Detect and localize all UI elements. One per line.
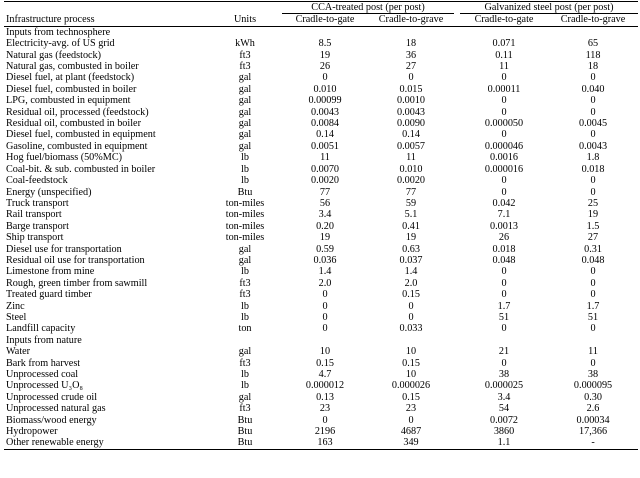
cca-gate-cell: 0.59 [316, 243, 334, 255]
cca-grave-cell: 0.15 [402, 391, 420, 403]
steel-grave-cell: 0 [590, 175, 596, 187]
cca-gate-cell: 4.7 [318, 369, 332, 380]
steel-grave-cell: 0 [590, 72, 596, 84]
cca-gate-cell: 0.036 [313, 254, 337, 266]
steel-gate-cell: 0.018 [492, 243, 516, 255]
cca-grave-cell: 0 [408, 72, 414, 84]
cca-gate-cell [282, 26, 368, 38]
steel-gate-cell: 0 [501, 175, 507, 187]
steel-grave-cell: 38 [587, 369, 599, 380]
unit-cell: ton-miles [225, 209, 265, 221]
table-row [4, 403, 638, 414]
cca-gate-cell: 10 [319, 346, 331, 358]
steel-grave-cell: 1.8 [586, 152, 600, 164]
unit-cell [208, 335, 282, 346]
steel-grave-cell: 19 [587, 209, 599, 221]
steel-grave-cell: 0.040 [581, 83, 605, 95]
cca-gate-cell: 0 [322, 311, 328, 323]
cca-gate-cell [282, 335, 368, 346]
process-cell: Natural gas, combusted in boiler [6, 61, 139, 73]
process-cell: Residual oil use for transportation [6, 254, 145, 266]
steel-gate-cell: 0 [501, 95, 507, 107]
steel-grave-cell: - [548, 437, 638, 449]
table-row [4, 84, 638, 95]
process-cell: Bark from harvest [6, 357, 81, 369]
process-cell: Biomass/wood energy [6, 414, 97, 426]
steel-gate-cell: 0 [501, 289, 507, 301]
cca-grave-cell: 10 [405, 369, 417, 380]
steel-grave-cell: 1.5 [586, 220, 600, 232]
unit-cell: ton [238, 323, 252, 335]
header-spacer [4, 2, 208, 14]
steel-gate-cell: 11 [499, 61, 509, 73]
steel-grave-cell [548, 26, 638, 38]
table-row [4, 426, 638, 437]
table-row [4, 266, 638, 277]
process-cell: Diesel use for transportation [6, 243, 122, 255]
cca-grave-cell: 0.033 [399, 323, 423, 335]
process-cell: Hog fuel/biomass (50%MC) [6, 152, 123, 164]
unit-cell: lb [241, 163, 249, 175]
steel-gate-cell: 26 [498, 232, 510, 244]
unit-cell: gal [238, 72, 252, 84]
steel-grave-cell: 0 [590, 266, 596, 278]
cca-gate-cell: 3.4 [318, 209, 332, 221]
process-cell: Zinc [6, 300, 25, 312]
process-cell: Treated guard timber [6, 289, 92, 301]
table-row [4, 198, 638, 209]
infrastructure-inputs-table [4, 1, 638, 450]
cca-gate-cell: 19 [319, 232, 331, 244]
cca-grave-cell: 0.15 [402, 357, 420, 369]
cca-grave-cell: 0.015 [399, 83, 423, 95]
unit-cell: lb [241, 380, 249, 392]
cca-gate-cell: 2.0 [318, 277, 332, 289]
cca-grave-cell: 19 [405, 232, 417, 244]
steel-gate-cell: 7.1 [497, 209, 511, 221]
cca-grave-cell: 10 [405, 346, 417, 358]
cca-grave-cell: 0.15 [402, 289, 420, 301]
cca-grave-cell: 27 [405, 61, 417, 73]
unit-cell: gal [238, 254, 252, 266]
table-row [4, 380, 638, 391]
cca-gate-cell: 0 [322, 289, 328, 301]
cca-gate-cell: 0.0084 [310, 118, 339, 130]
steel-gate-cell: 0.048 [492, 254, 516, 266]
unit-cell: Btu [208, 437, 282, 449]
unit-cell: gal [238, 106, 252, 118]
cca-grave-cell: 36 [405, 49, 417, 61]
process-cell: Landfill capacity [6, 323, 76, 335]
table-row [4, 221, 638, 232]
process-column-header: Infrastructure process [4, 14, 208, 26]
cca-grave-cell: 18 [405, 38, 417, 50]
process-cell: Water [6, 346, 31, 358]
steel-grave-cell: 0.30 [584, 391, 602, 403]
cca-grave-cell: 0.0020 [397, 175, 426, 187]
steel-gate-cell: 0 [501, 357, 507, 369]
steel-gate-cell: 0.11 [495, 49, 513, 61]
table-row [4, 141, 638, 152]
cca-gate-cell: 26 [319, 61, 331, 73]
cca-grave-cell [368, 335, 454, 346]
steel-grave-cell: 27 [587, 232, 599, 244]
cca-grave-cell: 0.0090 [397, 118, 426, 130]
table-row [4, 95, 638, 106]
steel-gate-cell: 0.0016 [490, 152, 519, 164]
table-row [4, 164, 638, 175]
cca-gate-cell: 0.0070 [310, 163, 339, 175]
cca-gate-cell: 23 [319, 403, 331, 415]
cca-grave-cell: 0.000026 [391, 380, 431, 392]
cca-grave-cell: 0.0010 [397, 95, 426, 107]
unit-cell: ft3 [239, 289, 251, 301]
steel-gate-cell: 21 [498, 346, 510, 358]
process-cell: Diesel fuel, at plant (feedstock) [6, 72, 135, 84]
process-cell: Residual oil, combusted in boiler [6, 118, 141, 130]
unit-cell: gal [238, 129, 252, 141]
cca-gate-cell: 2196 [314, 426, 336, 438]
unit-cell: ft3 [239, 277, 251, 289]
cca-grave-cell: 77 [405, 186, 417, 198]
steel-gate-cell: 0.00011 [487, 83, 521, 95]
cca-grave-cell: 2.0 [404, 277, 418, 289]
unit-cell: ton-miles [225, 232, 265, 244]
steel-gate-cell: 0 [501, 277, 507, 289]
unit-cell: gal [238, 391, 252, 403]
steel-grave-cell: 0 [590, 357, 596, 369]
cca-gate-cell: 11 [320, 152, 330, 164]
unit-cell: ft3 [239, 61, 251, 73]
table-row [4, 346, 638, 357]
unit-cell: ft3 [239, 49, 251, 61]
steel-gate-cell: 0.000046 [484, 140, 524, 152]
table-row [4, 50, 638, 61]
cca-gate-cell: 0 [322, 323, 328, 335]
steel-gate-cell: 3860 [493, 426, 515, 438]
table-row [4, 312, 638, 323]
table-row [4, 358, 638, 369]
cca-grave-cell: 0.14 [402, 129, 420, 141]
table-body [4, 26, 638, 449]
steel-grave-column-header: Cradle-to-grave [548, 14, 638, 26]
units-column-header: Units [208, 14, 282, 26]
unit-cell: ton-miles [225, 197, 265, 209]
steel-grave-cell: 51 [587, 311, 599, 323]
unit-cell: kWh [235, 38, 255, 50]
unit-cell: lb [241, 266, 249, 278]
process-cell: Unprocessed crude oil [6, 391, 98, 403]
unit-cell: gal [238, 83, 252, 95]
process-cell: Gasoline, combusted in equipment [6, 140, 148, 152]
cca-grave-cell: 59 [405, 197, 417, 209]
process-cell: Unprocessed natural gas [6, 403, 106, 415]
steel-gate-cell: 38 [498, 369, 510, 380]
table-row [4, 129, 638, 140]
process-cell: Truck transport [6, 197, 69, 209]
header-spacer [208, 2, 282, 14]
steel-gate-cell: 0 [501, 72, 507, 84]
unit-cell: lb [241, 300, 249, 312]
unit-cell: ton-miles [225, 220, 265, 232]
unit-cell: gal [238, 118, 252, 130]
steel-gate-cell: 0.071 [492, 38, 516, 50]
process-cell: Diesel fuel, combusted in boiler [6, 83, 137, 95]
steel-gate-cell: 54 [498, 403, 510, 415]
cca-gate-cell: 0.20 [316, 220, 334, 232]
table-row [4, 232, 638, 243]
process-cell: Unprocessed U₃O₈ [6, 380, 83, 392]
table-row [4, 335, 638, 346]
process-cell: Unprocessed coal [6, 369, 79, 380]
cca-gate-cell: 1.4 [318, 266, 332, 278]
steel-grave-cell: 0.018 [581, 163, 605, 175]
table-row [4, 61, 638, 72]
unit-cell: ft3 [239, 357, 251, 369]
table-row [4, 72, 638, 83]
process-cell: Natural gas (feedstock) [6, 49, 102, 61]
process-cell: Inputs from nature [6, 334, 82, 346]
steel-grave-cell: 0 [590, 129, 596, 141]
steel-gate-cell: 0.042 [492, 197, 516, 209]
process-cell: Ship transport [6, 232, 64, 244]
steel-gate-cell [460, 26, 548, 38]
steel-gate-cell: 1.1 [460, 437, 548, 449]
steel-gate-cell: 0.000025 [484, 380, 524, 392]
process-cell: Inputs from technosphere [6, 26, 111, 38]
unit-cell: lb [241, 152, 249, 164]
steel-grave-cell: 0.0045 [579, 118, 608, 130]
cca-grave-cell: 349 [368, 437, 454, 449]
cca-gate-cell: 0.00099 [308, 95, 342, 107]
cca-grave-cell: 0.037 [399, 254, 423, 266]
steel-grave-cell: 0 [590, 95, 596, 107]
cca-gate-cell: 0.15 [316, 357, 334, 369]
table-row [4, 107, 638, 118]
steel-gate-cell [460, 335, 548, 346]
unit-cell: gal [238, 140, 252, 152]
cca-gate-column-header: Cradle-to-gate [282, 14, 368, 26]
cca-gate-cell: 0.14 [316, 129, 334, 141]
unit-cell: gal [238, 95, 252, 107]
cca-gate-cell: 77 [319, 186, 331, 198]
table-row [4, 278, 638, 289]
unit-cell: lb [241, 311, 249, 323]
cca-grave-cell: 0.0057 [397, 140, 426, 152]
steel-grave-cell: 11 [588, 346, 598, 358]
cca-grave-cell: 0 [408, 414, 414, 426]
cca-gate-cell: 56 [319, 197, 331, 209]
steel-grave-cell: 0.0043 [579, 140, 608, 152]
steel-grave-cell: 0.00034 [576, 414, 610, 426]
process-cell: Rough, green timber from sawmill [6, 277, 148, 289]
table-row [4, 38, 638, 49]
steel-gate-cell: 0 [501, 266, 507, 278]
table-row [4, 323, 638, 334]
group-header-row [4, 2, 638, 14]
cca-grave-cell: 0 [408, 300, 414, 312]
process-cell: Limestone from mine [6, 266, 95, 278]
process-cell: LPG, combusted in equipment [6, 95, 131, 107]
cca-gate-cell: 0.0020 [310, 175, 339, 187]
unit-cell [208, 26, 282, 38]
steel-grave-cell: 118 [585, 49, 601, 61]
steel-grave-cell: 65 [587, 38, 599, 50]
table-row [4, 152, 638, 163]
process-cell: Diesel fuel, combusted in equipment [6, 129, 156, 141]
steel-gate-cell: 0 [501, 106, 507, 118]
cca-grave-cell: 0.010 [399, 163, 423, 175]
table-row [4, 209, 638, 220]
cca-grave-cell: 0.41 [402, 220, 420, 232]
process-cell: Barge transport [6, 220, 69, 232]
table-row [4, 255, 638, 266]
data-table-container [4, 1, 638, 450]
table-row [4, 118, 638, 129]
cca-grave-cell: 5.1 [404, 209, 418, 221]
cca-grave-cell [368, 26, 454, 38]
cca-grave-cell: 23 [405, 403, 417, 415]
cca-gate-cell: 0 [322, 414, 328, 426]
steel-grave-cell: 0 [590, 277, 596, 289]
table-row [4, 369, 638, 380]
steel-group-header: Galvanized steel post (per post) [460, 2, 638, 14]
cca-gate-cell: 0.0051 [310, 140, 339, 152]
steel-grave-cell: 25 [587, 197, 599, 209]
steel-grave-cell [548, 335, 638, 346]
unit-cell: gal [238, 243, 252, 255]
steel-gate-cell: 0.000050 [484, 118, 524, 130]
unit-cell: Btu [237, 426, 253, 438]
steel-gate-cell: 3.4 [497, 391, 511, 403]
cca-gate-cell: 163 [282, 437, 368, 449]
cca-gate-cell: 0 [322, 300, 328, 312]
steel-gate-column-header: Cradle-to-gate [460, 14, 548, 26]
table-row [4, 289, 638, 300]
cca-grave-cell: 0.63 [402, 243, 420, 255]
cca-gate-cell: 0 [322, 72, 328, 84]
cca-gate-cell: 0.13 [316, 391, 334, 403]
cca-grave-cell: 1.4 [404, 266, 418, 278]
process-cell: Rail transport [6, 209, 62, 221]
steel-gate-cell: 0 [501, 129, 507, 141]
unit-cell: gal [238, 346, 252, 358]
cca-gate-cell: 0.000012 [305, 380, 345, 392]
steel-grave-cell: 17,366 [579, 426, 608, 438]
steel-gate-cell: 0.0072 [490, 414, 519, 426]
cca-group-header: CCA-treated post (per post) [282, 2, 454, 14]
steel-grave-cell: 0 [590, 323, 596, 335]
steel-grave-cell: 0 [590, 186, 596, 198]
cca-gate-cell: 0.010 [313, 83, 337, 95]
steel-grave-cell: 1.7 [586, 300, 600, 312]
steel-grave-cell: 0.31 [584, 243, 602, 255]
process-cell: Hydropower [6, 426, 58, 438]
cca-grave-cell: 0 [408, 311, 414, 323]
unit-cell: Btu [237, 186, 253, 198]
cca-gate-cell: 0.0043 [310, 106, 339, 118]
steel-grave-cell: 0 [590, 106, 596, 118]
column-header-row [4, 14, 638, 26]
table-row [4, 392, 638, 403]
cca-gate-cell: 8.5 [318, 38, 332, 50]
unit-cell: Btu [237, 414, 253, 426]
steel-gate-cell: 51 [498, 311, 510, 323]
steel-grave-cell: 0.048 [581, 254, 605, 266]
cca-grave-cell: 11 [406, 152, 416, 164]
steel-gate-cell: 0 [501, 186, 507, 198]
table-row [4, 415, 638, 426]
table-row [4, 437, 638, 449]
steel-gate-cell: 0.0013 [490, 220, 519, 232]
table-row [4, 187, 638, 198]
table-row [4, 175, 638, 186]
steel-gate-cell: 0.000016 [484, 163, 524, 175]
steel-grave-cell: 0.000095 [573, 380, 613, 392]
steel-grave-cell: 0 [590, 289, 596, 301]
process-cell: Coal-bit. & sub. combusted in boiler [6, 163, 156, 175]
cca-grave-cell: 4687 [400, 426, 422, 438]
process-cell: Other renewable energy [4, 437, 208, 449]
process-cell: Electricity-avg. of US grid [6, 38, 115, 50]
process-cell: Coal-feedstock [6, 175, 68, 187]
cca-grave-column-header: Cradle-to-grave [368, 14, 454, 26]
table-row [4, 26, 638, 38]
process-cell: Steel [6, 311, 27, 323]
steel-gate-cell: 1.7 [497, 300, 511, 312]
unit-cell: lb [241, 175, 249, 187]
steel-gate-cell: 0 [501, 323, 507, 335]
steel-grave-cell: 2.6 [586, 403, 600, 415]
cca-gate-cell: 19 [319, 49, 331, 61]
unit-cell: lb [241, 369, 249, 380]
process-cell: Energy (unspecified) [6, 186, 92, 198]
process-cell: Residual oil, processed (feedstock) [6, 106, 149, 118]
cca-grave-cell: 0.0043 [397, 106, 426, 118]
unit-cell: ft3 [239, 403, 251, 415]
table-row [4, 244, 638, 255]
table-row [4, 301, 638, 312]
steel-grave-cell: 18 [587, 61, 599, 73]
